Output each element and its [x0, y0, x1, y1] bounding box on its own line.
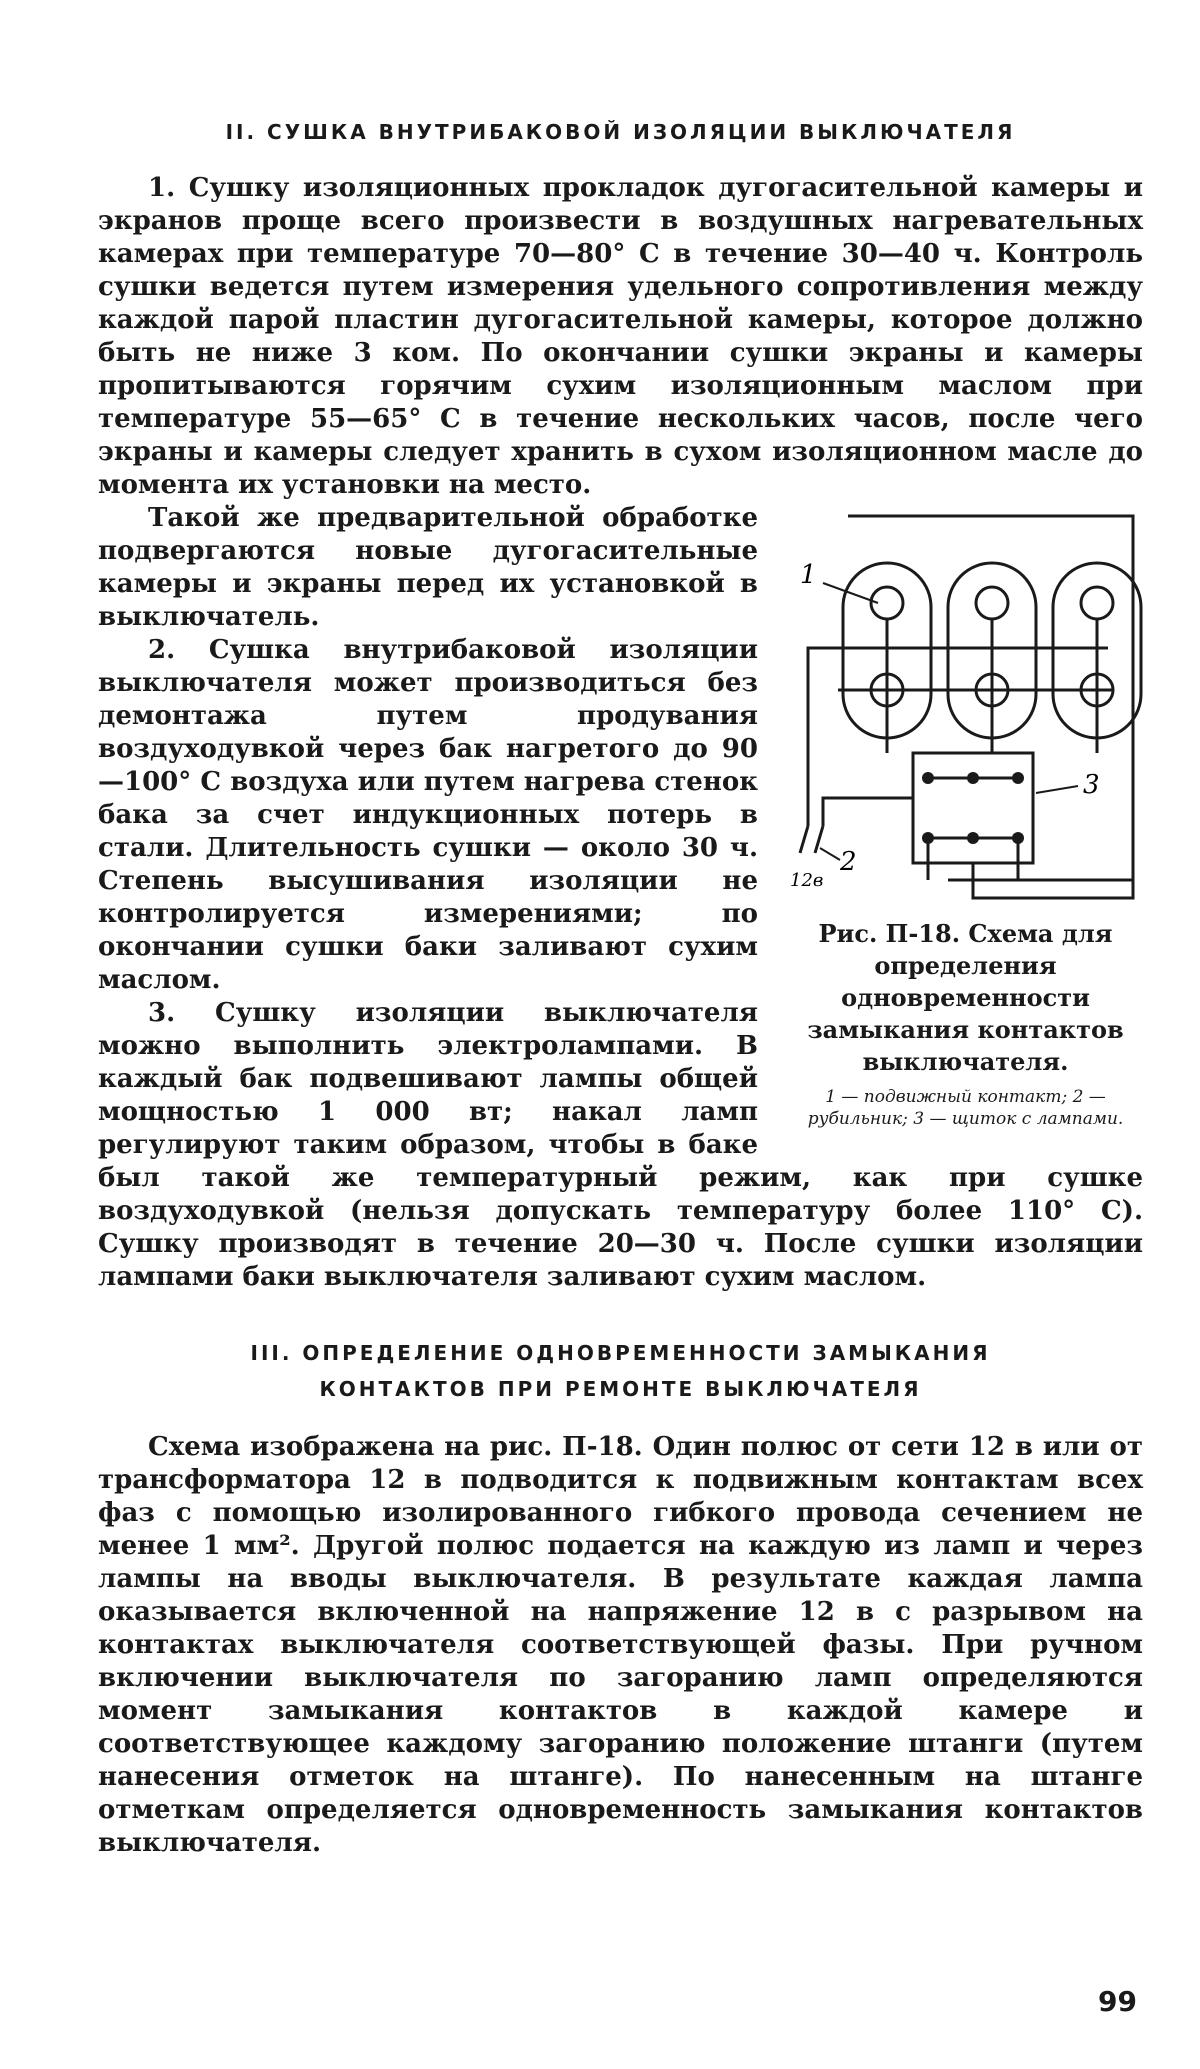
- section-2-body: [98, 172, 1143, 1294]
- section-3-title-line: КОНТАКТОВ ПРИ РЕМОНТЕ ВЫКЛЮЧАТЕЛЯ: [319, 1377, 922, 1401]
- section-3: [98, 1335, 1143, 1860]
- label-1: 1: [800, 560, 817, 590]
- figure-caption: Рис. П-18. Схема для определения одновременности замыкания контактов выключателя.: [807, 919, 1124, 1076]
- paragraph: 1. Сушку изоляционных прокладок дугогасительной камеры и экранов проще всего произвести в воздушных нагревательных камерах при температуре 70—80° С в течение 30—40 ч. Контроль сушки ведется путем измерения удельного сопротивления между каждой парой пластин дугогасительной камеры, которое должно быть не ниже 3 ком. По окончании сушки экраны и камеры пропитываются горячим сухим изоляционным маслом при температуре 55—65° С в течение нескольких часов, после чего экраны и камеры следует хранить в сухом изоляционном масле до момента их установки на место.: [98, 173, 1143, 500]
- label-3: 3: [1083, 770, 1100, 800]
- label-12v: 12в: [790, 870, 824, 891]
- figure-p18: [778, 508, 1153, 1130]
- page: [98, 120, 1143, 1294]
- figure-legend: 1 — подвижный контакт; 2 — рубильник; 3 — щиток с лампами.: [807, 1087, 1124, 1129]
- paragraph: 3. Сушку изоляции выключателя можно выполнить электролампами. В каждый бак подвешивают лампы общей мощностью 1 000 вт; накал ламп регулируют таким образом, чтобы в баке был такой же температурный режим, как при сушке воздуходувкой (нельзя допускать температуру более 110° С). Сушку производят в течение 20—30 ч. После сушки изоляции лампами баки выключателя заливают сухим маслом.: [98, 998, 1143, 1292]
- paragraph: Такой же предварительной обработке подвергаются новые дугогасительные камеры и экраны перед их установкой в выключатель.: [98, 503, 758, 632]
- label-2: 2: [840, 847, 857, 877]
- paragraph: 2. Сушка внутрибаковой изоляции выключателя может производиться без демонтажа путем продувания воздуходувкой через бак нагретого до 90—100° С воздуха или путем нагрева стенок бака за счет индукционных потерь в стали. Длительность сушки — около 30 ч. Степень высушивания изоляции не контролируется измерениями; по окончании сушки баки заливают сухим маслом.: [98, 635, 758, 995]
- circuit-diagram: [778, 508, 1153, 908]
- section-3-title-line: III. ОПРЕДЕЛЕНИЕ ОДНОВРЕМЕННОСТИ ЗАМЫКАНИЯ: [250, 1341, 991, 1365]
- section-3-title: [98, 1335, 1143, 1407]
- section-2-title: II. СУШКА ВНУТРИБАКОВОЙ ИЗОЛЯЦИИ ВЫКЛЮЧАТЕЛЯ: [225, 120, 1016, 144]
- paragraph: Схема изображена на рис. П-18. Один полюс от сети 12 в или от трансформатора 12 в подводится к подвижным контактам всех фаз с помощью изолированного гибкого провода сечением не менее 1 мм². Другой полюс подается на каждую из ламп и через лампы на вводы выключателя. В результате каждая лампа оказывается включенной на напряжение 12 в с разрывом на контактах выключателя соответствующей фазы. При ручном включении выключателя по загоранию ламп определяются момент замыкания контактов в каждой камере и соответствующее каждому загоранию положение штанги (путем нанесения отметок на штанге). По нанесенным на штанге отметкам определяется одновременность замыкания контактов выключателя.: [98, 1432, 1143, 1858]
- page-number: 99: [1098, 1985, 1137, 2018]
